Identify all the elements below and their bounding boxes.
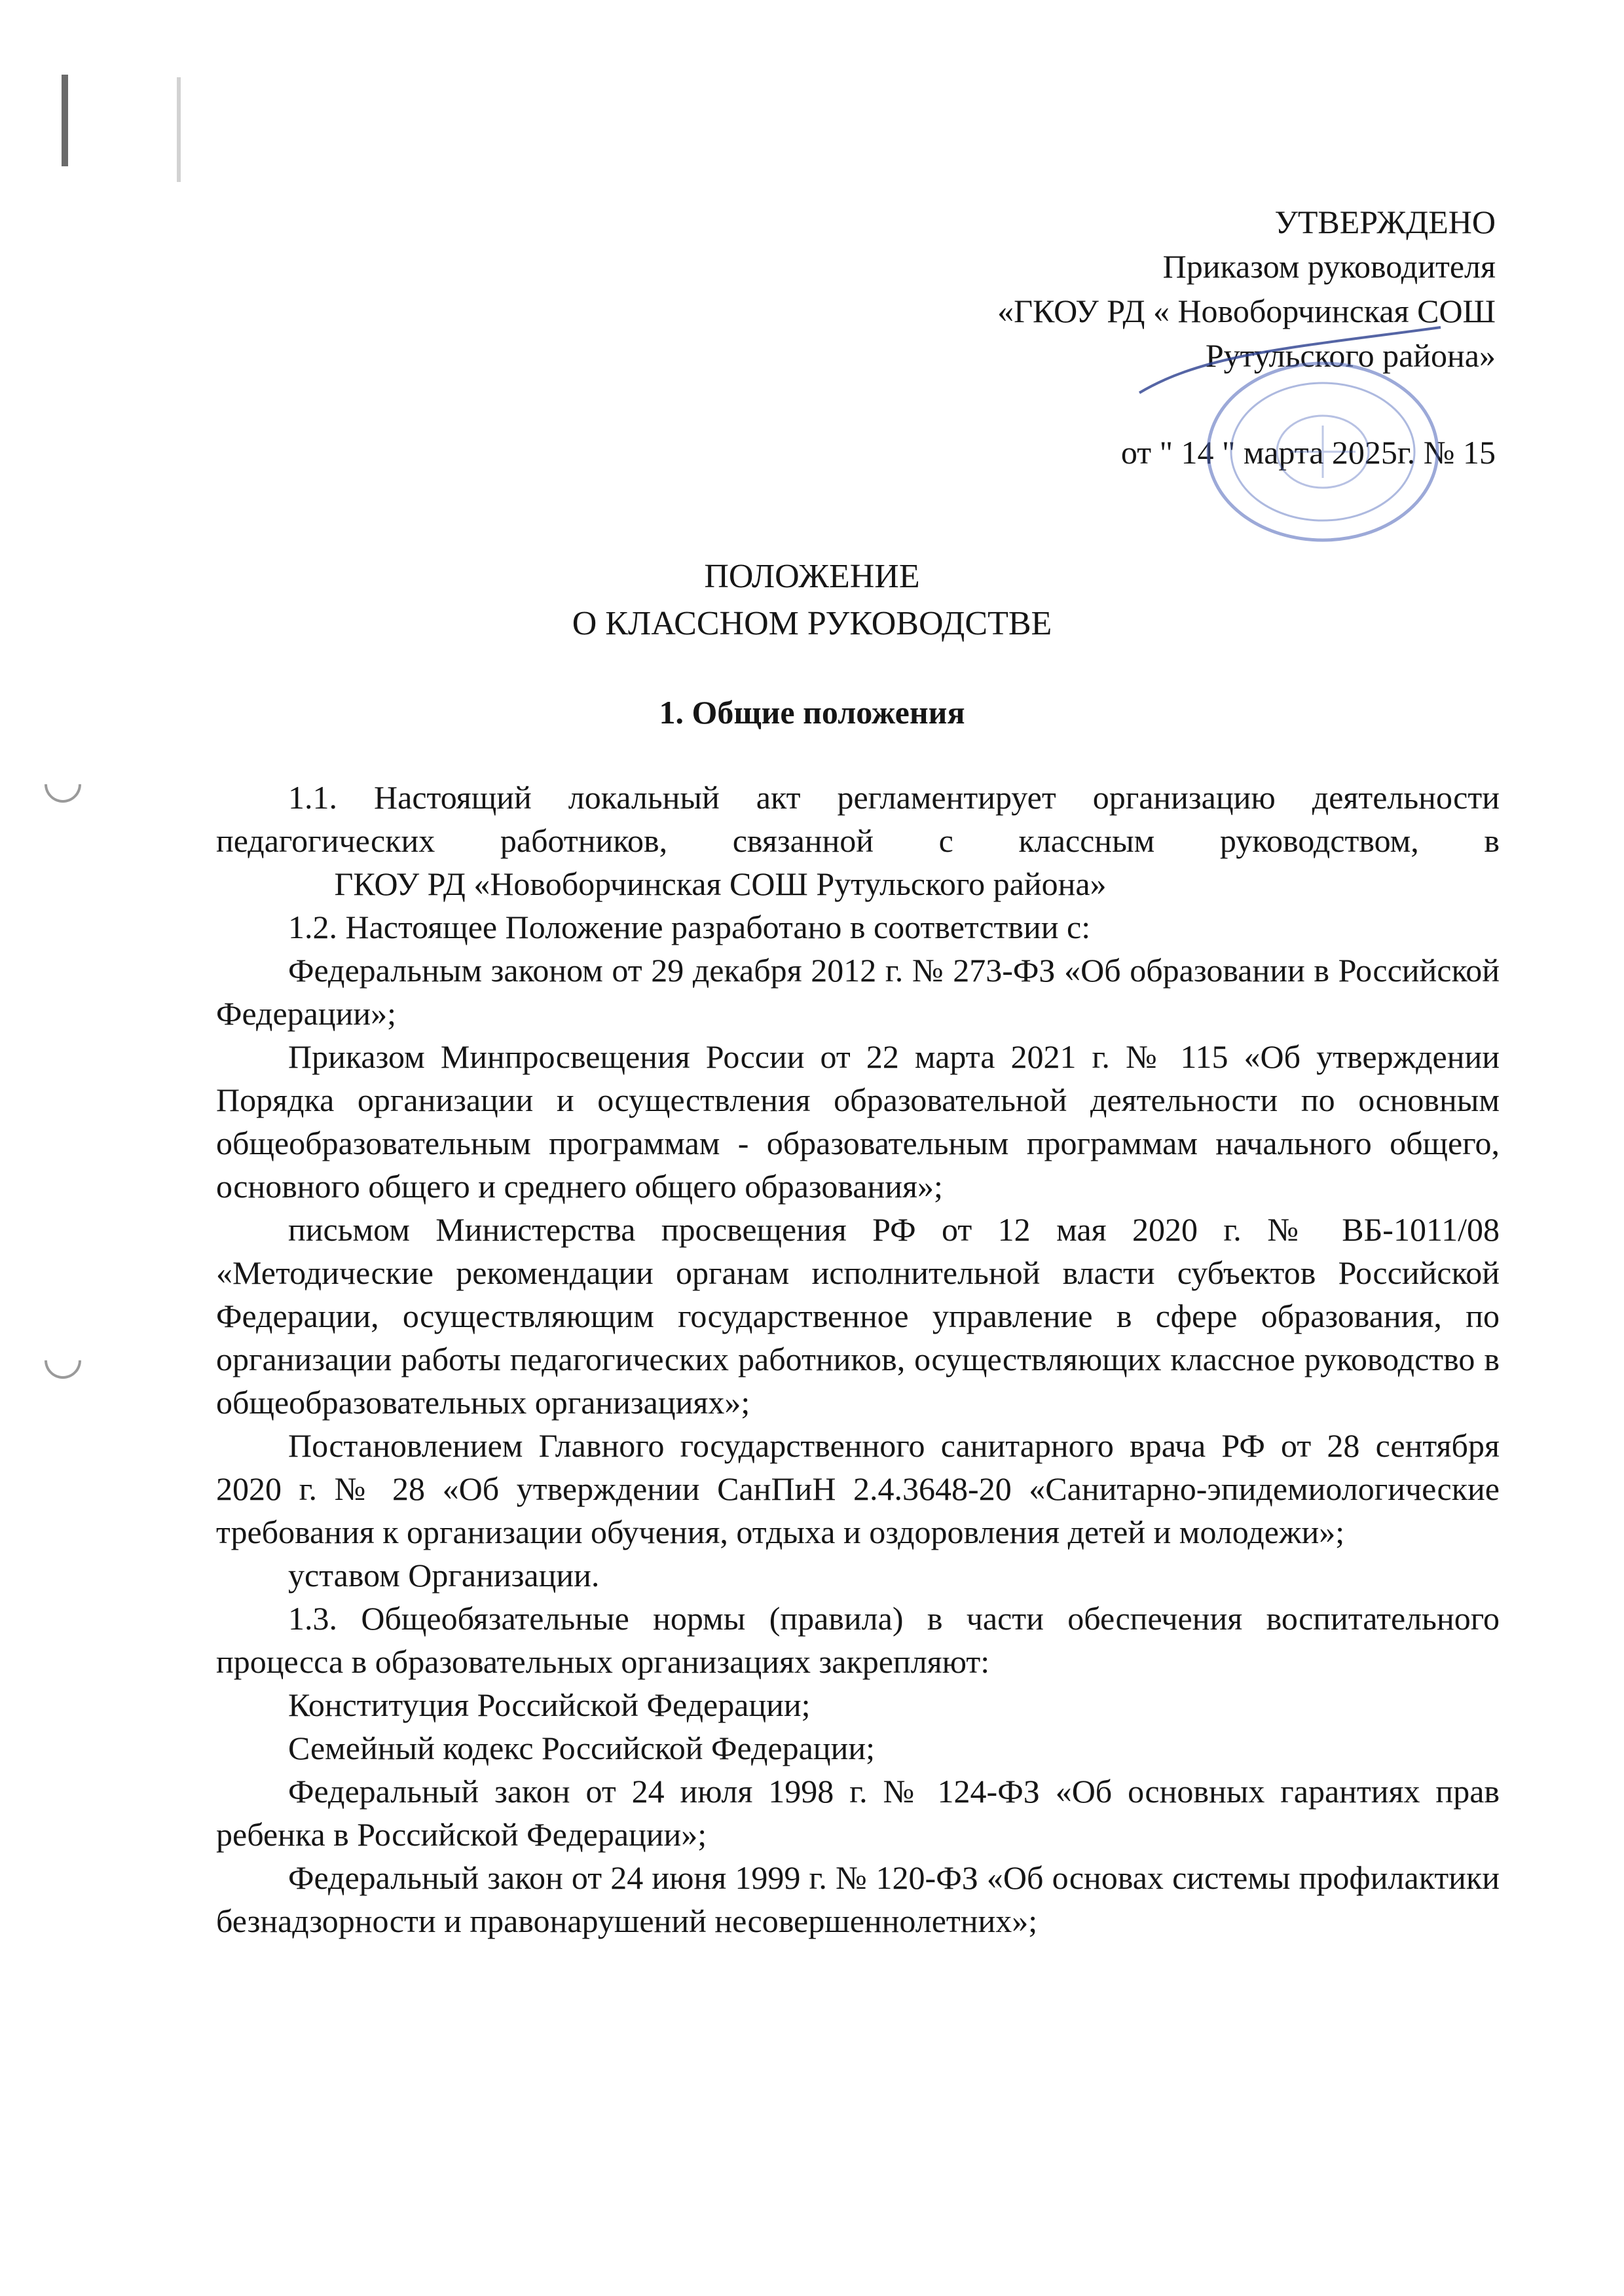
- legal-basis-item: письмом Министерства просвещения РФ от 12 мая 2020 г. № ВБ-1011/08 «Методические рекомендации органам исполнительной власти субъектов Российской Федерации, осуществляющим государственное управление в сфере образования, по организации работы педагогических работников, осуществляющих классное руководство в общеобразовательных организациях»;: [216, 1211, 1500, 1421]
- section-heading: 1. Общие положения: [659, 694, 965, 731]
- title-line-1: ПОЛОЖЕНИЕ: [704, 558, 920, 595]
- binder-edge-mark: [62, 75, 68, 166]
- legal-basis-item: уставом Организации.: [288, 1557, 600, 1594]
- legal-basis-item: Постановлением Главного государственного санитарного врача РФ от 28 сентября 2020 г. № 28 «Об утверждении СанПиН 2.4.3648-20 «Санитарно-эпидемиологические требования к организации обучения, отдыха и оздоровления детей и молодежи»;: [216, 1427, 1500, 1550]
- normative-doc-item: Семейный кодекс Российской Федерации;: [288, 1730, 875, 1766]
- punch-hole-mark-bottom: [37, 1334, 88, 1386]
- official-seal-stamp: [1126, 314, 1454, 550]
- clause-1-1-line-2: педагогических работников, связанной с классным руководством, в: [216, 822, 1500, 859]
- scan-shadow-mark: [177, 77, 181, 182]
- normative-doc-item: Федеральный закон от 24 июля 1998 г. № 124-ФЗ «Об основных гарантиях прав ребенка в Российской Федерации»;: [216, 1773, 1500, 1853]
- normative-doc-item: Конституция Российской Федерации;: [288, 1686, 811, 1723]
- approval-label: УТВЕРЖДЕНО: [1274, 204, 1496, 240]
- normative-doc-item: Федеральный закон от 24 июня 1999 г. № 120-ФЗ «Об основах системы профилактики безнадзорности и правонарушений несовершеннолетних»;: [216, 1859, 1500, 1939]
- approval-date-number: от " 14 " марта 2025г. № 15: [1120, 434, 1496, 471]
- punch-hole-mark-top: [37, 758, 88, 810]
- approval-district: Рутульского района»: [1205, 337, 1496, 374]
- legal-basis-item: Федеральным законом от 29 декабря 2012 г. № 273-ФЗ «Об образовании в Российской Федерации»;: [216, 952, 1500, 1032]
- clause-1-1-line-3: ГКОУ РД «Новоборчинская СОШ Рутульского района»: [334, 866, 1107, 902]
- clause-1-3: 1.3. Общеобязательные нормы (правила) в части обеспечения воспитательного процесса в образовательных организациях закрепляют:: [216, 1600, 1500, 1680]
- clause-1-1-line-1: 1.1. Настоящий локальный акт регламентирует организацию деятельности: [288, 779, 1500, 816]
- document-title: [0, 553, 1624, 647]
- approval-order: Приказом руководителя: [1162, 248, 1496, 285]
- title-line-2: О КЛАССНОМ РУКОВОДСТВЕ: [572, 605, 1052, 642]
- approval-organization: «ГКОУ РД « Новоборчинская СОШ: [997, 293, 1496, 329]
- legal-basis-item: Приказом Минпросвещения России от 22 марта 2021 г. № 115 «Об утверждении Порядка организации и осуществления образовательной деятельности по основным общеобразовательным программам - образовательным программам начального общего, основного общего и среднего общего образования»;: [216, 1038, 1500, 1205]
- clause-1-2: 1.2. Настоящее Положение разработано в соответствии с:: [288, 909, 1091, 945]
- document-body: [216, 776, 1500, 1942]
